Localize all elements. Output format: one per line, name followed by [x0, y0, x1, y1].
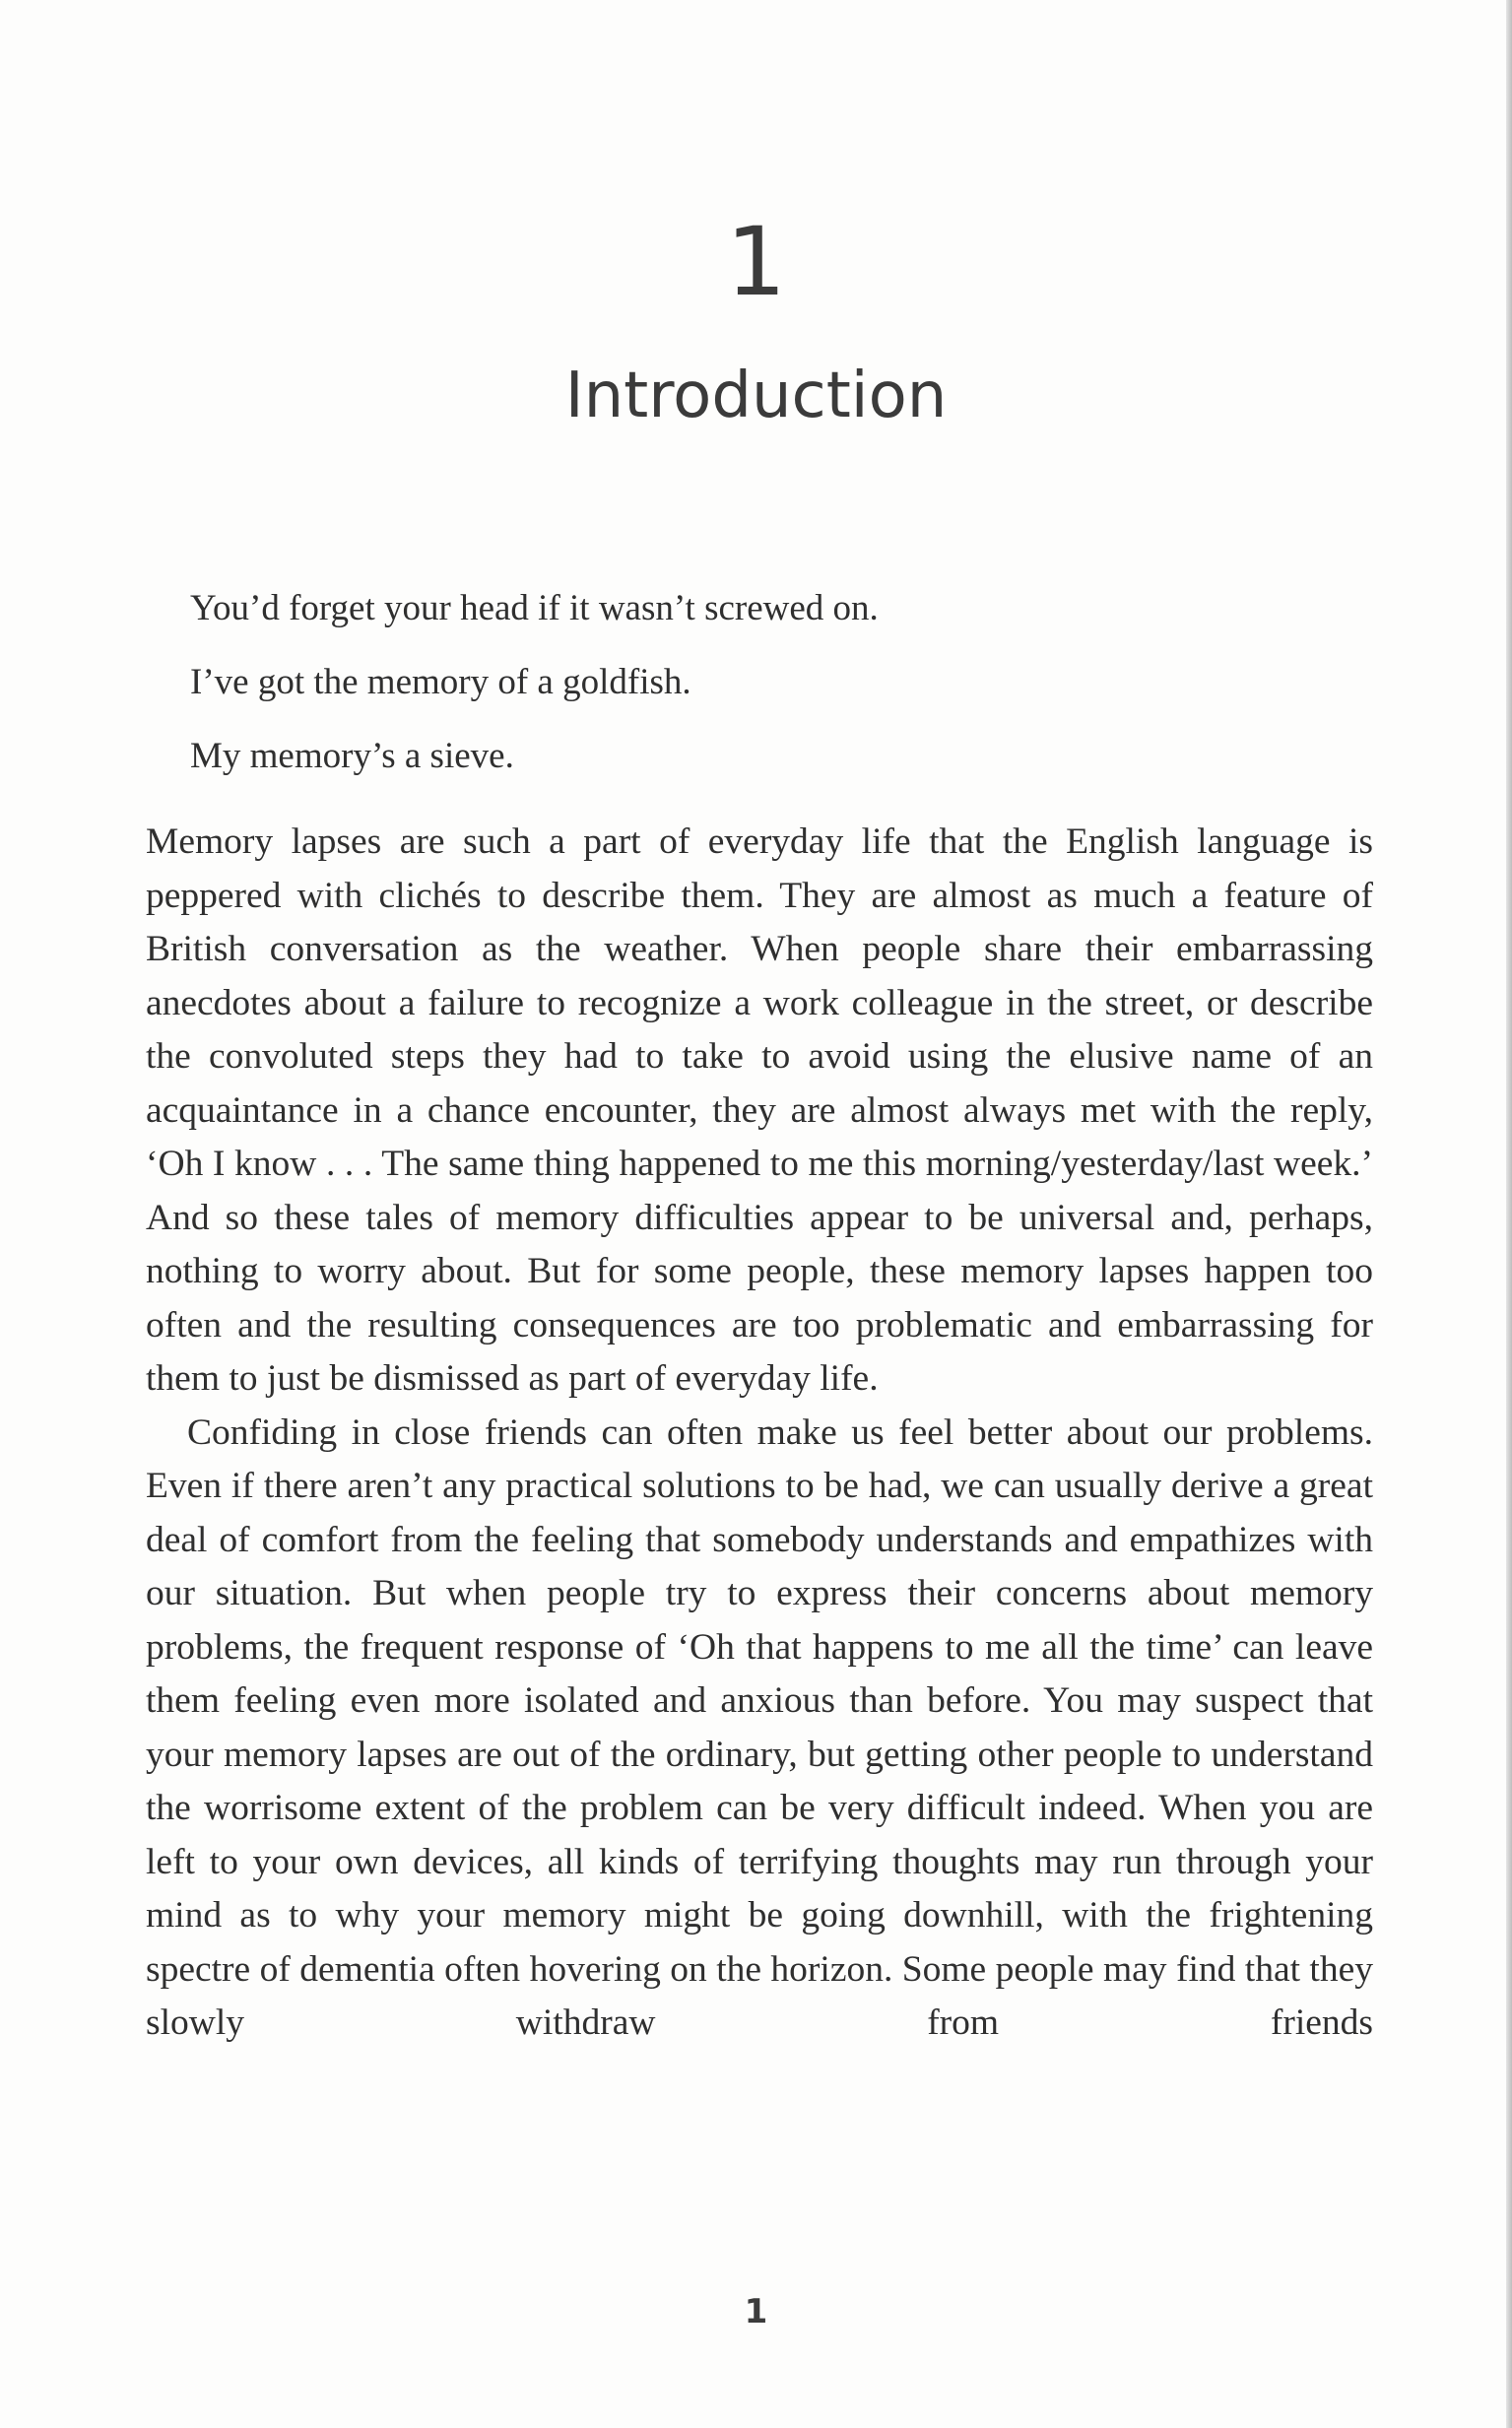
paragraph: Confiding in close friends can often make us feel better about our problems. Even if there aren’t any practical solutions to be had, we can usually derive a great deal of comfort from the feeling that somebody understands and empathizes with our situation. But when people try to express their concerns about memory problems, the frequent response of ‘Oh that happens to me all the time’ can leave them feeling even more isolated and anxious than before. You may suspect that your memory lapses are out of the ordinary, but getting other people to understand the worrisome extent of the problem can be very difficult indeed. When you are left to your own devices, all kinds of terrifying thoughts may run through your mind as to why your memory might be going downhill, with the frightening spectre of dementia often hovering on the horizon. Some people may find that they slowly withdraw from friends — [146, 1411, 1373, 2043]
epigraph-line: You’d forget your head if it wasn’t screwed on. — [190, 588, 879, 628]
epigraph — [190, 589, 1274, 811]
chapter-title: Introduction — [564, 360, 948, 432]
paragraph: Memory lapses are such a part of everyday life that the English language is peppered with clichés to describe them. They are almost as much a feature of British conversation as the weather. When people share their embarrassing anecdotes about a failure to recognize a work colleague in the street, or describe the convoluted steps they had to take to avoid using the elusive name of an acquaintance in a chance encounter, they are almost always met with the reply, ‘Oh I know . . . The same thing happened to me this morning/yesterday/last week.’ And so these tales of memory difficulties appear to be universal and, perhaps, nothing to worry about. But for some people, these memory lapses happen too often and the resulting consequences are too problematic and embarrassing for them to just be dismissed as part of everyday life. — [146, 821, 1373, 1399]
page-number: 1 — [744, 2292, 768, 2331]
epigraph-line: My memory’s a sieve. — [190, 736, 514, 776]
body-text — [146, 816, 1373, 2051]
chapter-number: 1 — [725, 207, 787, 317]
epigraph-line: I’ve got the memory of a goldfish. — [190, 662, 691, 702]
